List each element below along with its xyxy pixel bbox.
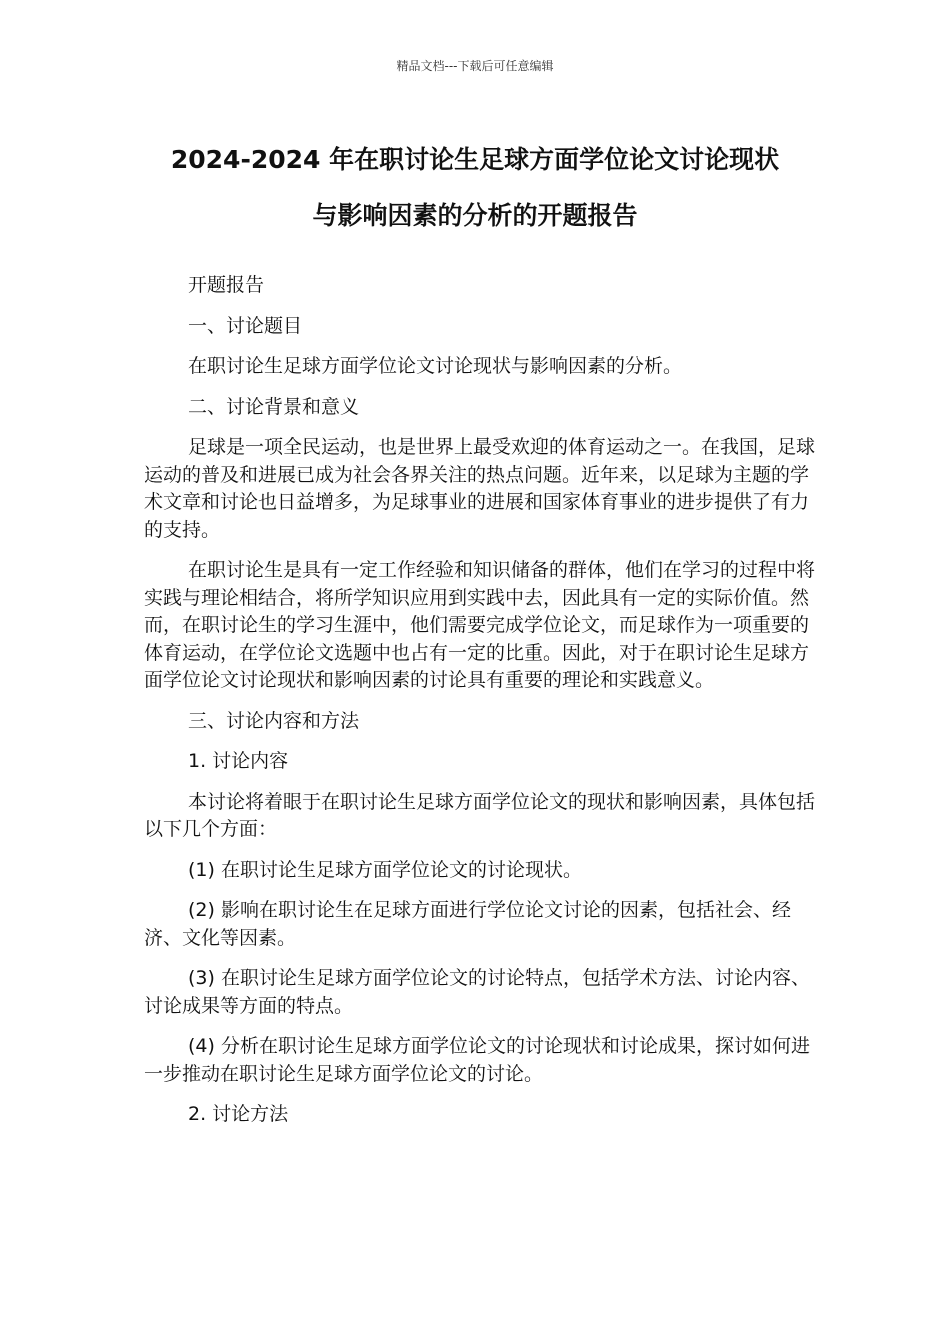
list-item-4: (4) 分析在职讨论生足球方面学位论文的讨论现状和讨论成果，探讨如何进一步推动在职讨论生足球方面学位论文的讨论。 — [144, 1035, 810, 1085]
list-item-2: (2) 影响在职讨论生在足球方面进行学位论文讨论的因素，包括社会、经济、文化等因素。 — [144, 899, 791, 949]
paragraph-topic: 在职讨论生足球方面学位论文讨论现状与影响因素的分析。 — [188, 355, 683, 377]
paragraph-background-1: 足球是一项全民运动，也是世界上最受欢迎的体育运动之一。在我国，足球运动的普及和进展已成为社会各界关注的热点问题。近年来，以足球为主题的学术文章和讨论也日益增多，为足球事业的进展和国家体育事业的进步提供了有力的支持。 — [144, 436, 816, 541]
paragraph-content-intro: 本讨论将着眼于在职讨论生足球方面学位论文的现状和影响因素，具体包括以下几个方面： — [144, 790, 816, 840]
list-item-3: (3) 在职讨论生足球方面学位论文的讨论特点，包括学术方法、讨论内容、讨论成果等方面的特点。 — [144, 967, 810, 1017]
section-heading-background: 二、讨论背景和意义 — [188, 395, 360, 418]
paragraph-background-2: 在职讨论生是具有一定工作经验和知识储备的群体，他们在学习的过程中将实践与理论相结合，将所学知识应用到实践中去，因此具有一定的实际价值。然而，在职讨论生的学习生涯中，他们需要完成学位论文，而足球作为一项重要的体育运动，在学位论文选题中也占有一定的比重。因此，对于在职讨论生足球方面学位论文讨论现状和影响因素的讨论具有重要的理论和实践意义。 — [144, 559, 816, 691]
section-heading-content-method: 三、讨论内容和方法 — [188, 709, 360, 732]
document-body — [144, 272, 824, 1142]
document-title — [120, 132, 830, 244]
title-line-1: 2024-2024 年在职讨论生足球方面学位论文讨论现状 — [170, 145, 780, 174]
subheading-method: 2. 讨论方法 — [188, 1103, 289, 1125]
subheading-content: 1. 讨论内容 — [188, 750, 289, 772]
report-label: 开题报告 — [188, 274, 265, 296]
title-line-2: 与影响因素的分析的开题报告 — [312, 201, 638, 230]
list-item-1: (1) 在职讨论生足球方面学位论文的讨论现状。 — [188, 858, 582, 881]
section-heading-topic: 一、讨论题目 — [188, 314, 303, 337]
page-header: 精品文档---下载后可任意编辑 — [396, 59, 554, 73]
